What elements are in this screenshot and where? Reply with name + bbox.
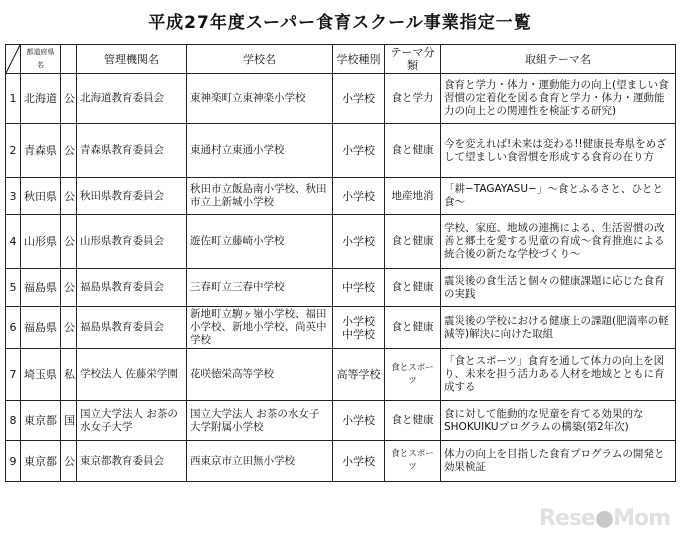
school-cell: 遊佐町立藤崎小学校 — [187, 215, 333, 269]
row-number: 1 — [6, 74, 21, 124]
type-cell: 小学校 — [333, 215, 385, 269]
row-number: 5 — [6, 269, 21, 307]
kind-cell: 国 — [61, 401, 77, 441]
row-number: 8 — [6, 401, 21, 441]
agency-cell: 福島県教育委員会 — [77, 307, 187, 349]
prefecture-cell: 東京都 — [21, 441, 61, 482]
header-school: 学校名 — [187, 45, 333, 74]
school-cell: 国立大学法人 お茶の水女子大学附属小学校 — [187, 401, 333, 441]
corner-cell — [6, 45, 21, 74]
agency-cell: 青森県教育委員会 — [77, 124, 187, 178]
category-cell: 食とスポーツ — [385, 349, 441, 401]
agency-cell: 山形県教育委員会 — [77, 215, 187, 269]
type-cell: 小学校 — [333, 401, 385, 441]
header-category: テーマ分類 — [385, 45, 441, 74]
agency-cell: 北海道教育委員会 — [77, 74, 187, 124]
type-cell: 小学校 中学校 — [333, 307, 385, 349]
prefecture-cell: 福島県 — [21, 307, 61, 349]
resemom-watermark: Rese●Mom — [538, 506, 670, 531]
table-row — [6, 349, 676, 401]
agency-cell: 秋田県教育委員会 — [77, 178, 187, 215]
category-cell: 地産地消 — [385, 178, 441, 215]
category-cell: 食と健康 — [385, 215, 441, 269]
theme-cell: 食育と学力・体力・運動能力の向上(望ましい食習慣の定着化を図る食育と学力・体力・運動能力の向上との関連性を検証する研究) — [441, 74, 676, 124]
table-row — [6, 74, 676, 124]
theme-cell: 今を変えれば!未来は変わる!!健康長寿県をめざして望ましい食習慣を形成する食育の在り方 — [441, 124, 676, 178]
type-cell: 小学校 — [333, 178, 385, 215]
header-theme: 取組テーマ名 — [441, 45, 676, 74]
table-row — [6, 401, 676, 441]
header-blank — [61, 45, 77, 74]
theme-cell: 震災後の学校における健康上の課題(肥満率の軽減等)解決に向けた取組 — [441, 307, 676, 349]
header-type: 学校種別 — [333, 45, 385, 74]
header-prefecture: 都道府県名 — [21, 45, 61, 74]
kind-cell: 公 — [61, 74, 77, 124]
theme-cell: 「食とスポーツ」食育を通して体力の向上を図り、未来を担う活力ある人材を地域とともに育成する — [441, 349, 676, 401]
type-cell: 中学校 — [333, 269, 385, 307]
header-agency: 管理機関名 — [77, 45, 187, 74]
prefecture-cell: 埼玉県 — [21, 349, 61, 401]
row-number: 7 — [6, 349, 21, 401]
kind-cell: 公 — [61, 124, 77, 178]
kind-cell: 公 — [61, 269, 77, 307]
school-cell: 花咲徳栄高等学校 — [187, 349, 333, 401]
category-cell: 食と健康 — [385, 124, 441, 178]
agency-cell: 学校法人 佐藤栄学園 — [77, 349, 187, 401]
type-cell: 小学校 — [333, 74, 385, 124]
theme-cell: 「耕−TAGAYASU−」〜食とふるさと、ひとと食〜 — [441, 178, 676, 215]
kind-cell: 公 — [61, 215, 77, 269]
prefecture-cell: 福島県 — [21, 269, 61, 307]
prefecture-cell: 東京都 — [21, 401, 61, 441]
agency-cell: 東京都教育委員会 — [77, 441, 187, 482]
agency-cell: 福島県教育委員会 — [77, 269, 187, 307]
theme-cell: 体力の向上を目指した食育プログラムの開発と効果検証 — [441, 441, 676, 482]
prefecture-cell: 秋田県 — [21, 178, 61, 215]
table-row — [6, 178, 676, 215]
page-title: 平成27年度スーパー食育スクール事業指定一覧 — [148, 13, 532, 33]
row-number: 9 — [6, 441, 21, 482]
row-number: 6 — [6, 307, 21, 349]
category-cell: 食と学力 — [385, 74, 441, 124]
school-cell: 秋田市立飯島南小学校、秋田市立上新城小学校 — [187, 178, 333, 215]
category-cell: 食とスポーツ — [385, 441, 441, 482]
type-cell: 小学校 — [333, 124, 385, 178]
row-number: 4 — [6, 215, 21, 269]
type-cell: 小学校 — [333, 441, 385, 482]
category-cell: 食と健康 — [385, 307, 441, 349]
prefecture-cell: 青森県 — [21, 124, 61, 178]
table-row — [6, 441, 676, 482]
table-row — [6, 215, 676, 269]
kind-cell: 公 — [61, 178, 77, 215]
theme-cell: 震災後の食生活と個々の健康課題に応じた食育の実践 — [441, 269, 676, 307]
table-row — [6, 307, 676, 349]
prefecture-cell: 北海道 — [21, 74, 61, 124]
table-row — [6, 269, 676, 307]
school-cell: 東神楽町立東神楽小学校 — [187, 74, 333, 124]
type-cell: 高等学校 — [333, 349, 385, 401]
school-cell: 東通村立東通小学校 — [187, 124, 333, 178]
header-row — [6, 45, 676, 74]
row-number: 2 — [6, 124, 21, 178]
category-cell: 食と健康 — [385, 269, 441, 307]
table-row — [6, 124, 676, 178]
school-cell: 新地町立駒ヶ嶺小学校、福田小学校、新地小学校、尚英中学校 — [187, 307, 333, 349]
designation-table — [5, 44, 676, 482]
kind-cell: 公 — [61, 441, 77, 482]
prefecture-cell: 山形県 — [21, 215, 61, 269]
kind-cell: 私 — [61, 349, 77, 401]
school-cell: 三春町立三春中学校 — [187, 269, 333, 307]
agency-cell: 国立大学法人 お茶の水女子大学 — [77, 401, 187, 441]
row-number: 3 — [6, 178, 21, 215]
kind-cell: 公 — [61, 307, 77, 349]
theme-cell: 学校、家庭、地域の連携による、生活習慣の改善と郷土を愛する児童の育成〜食育推進による統合後の新たな学校づくり〜 — [441, 215, 676, 269]
school-cell: 西東京市立田無小学校 — [187, 441, 333, 482]
category-cell: 食と健康 — [385, 401, 441, 441]
theme-cell: 食に対して能動的な児童を育てる効果的なSHOKUIKUプログラムの構築(第2年次) — [441, 401, 676, 441]
